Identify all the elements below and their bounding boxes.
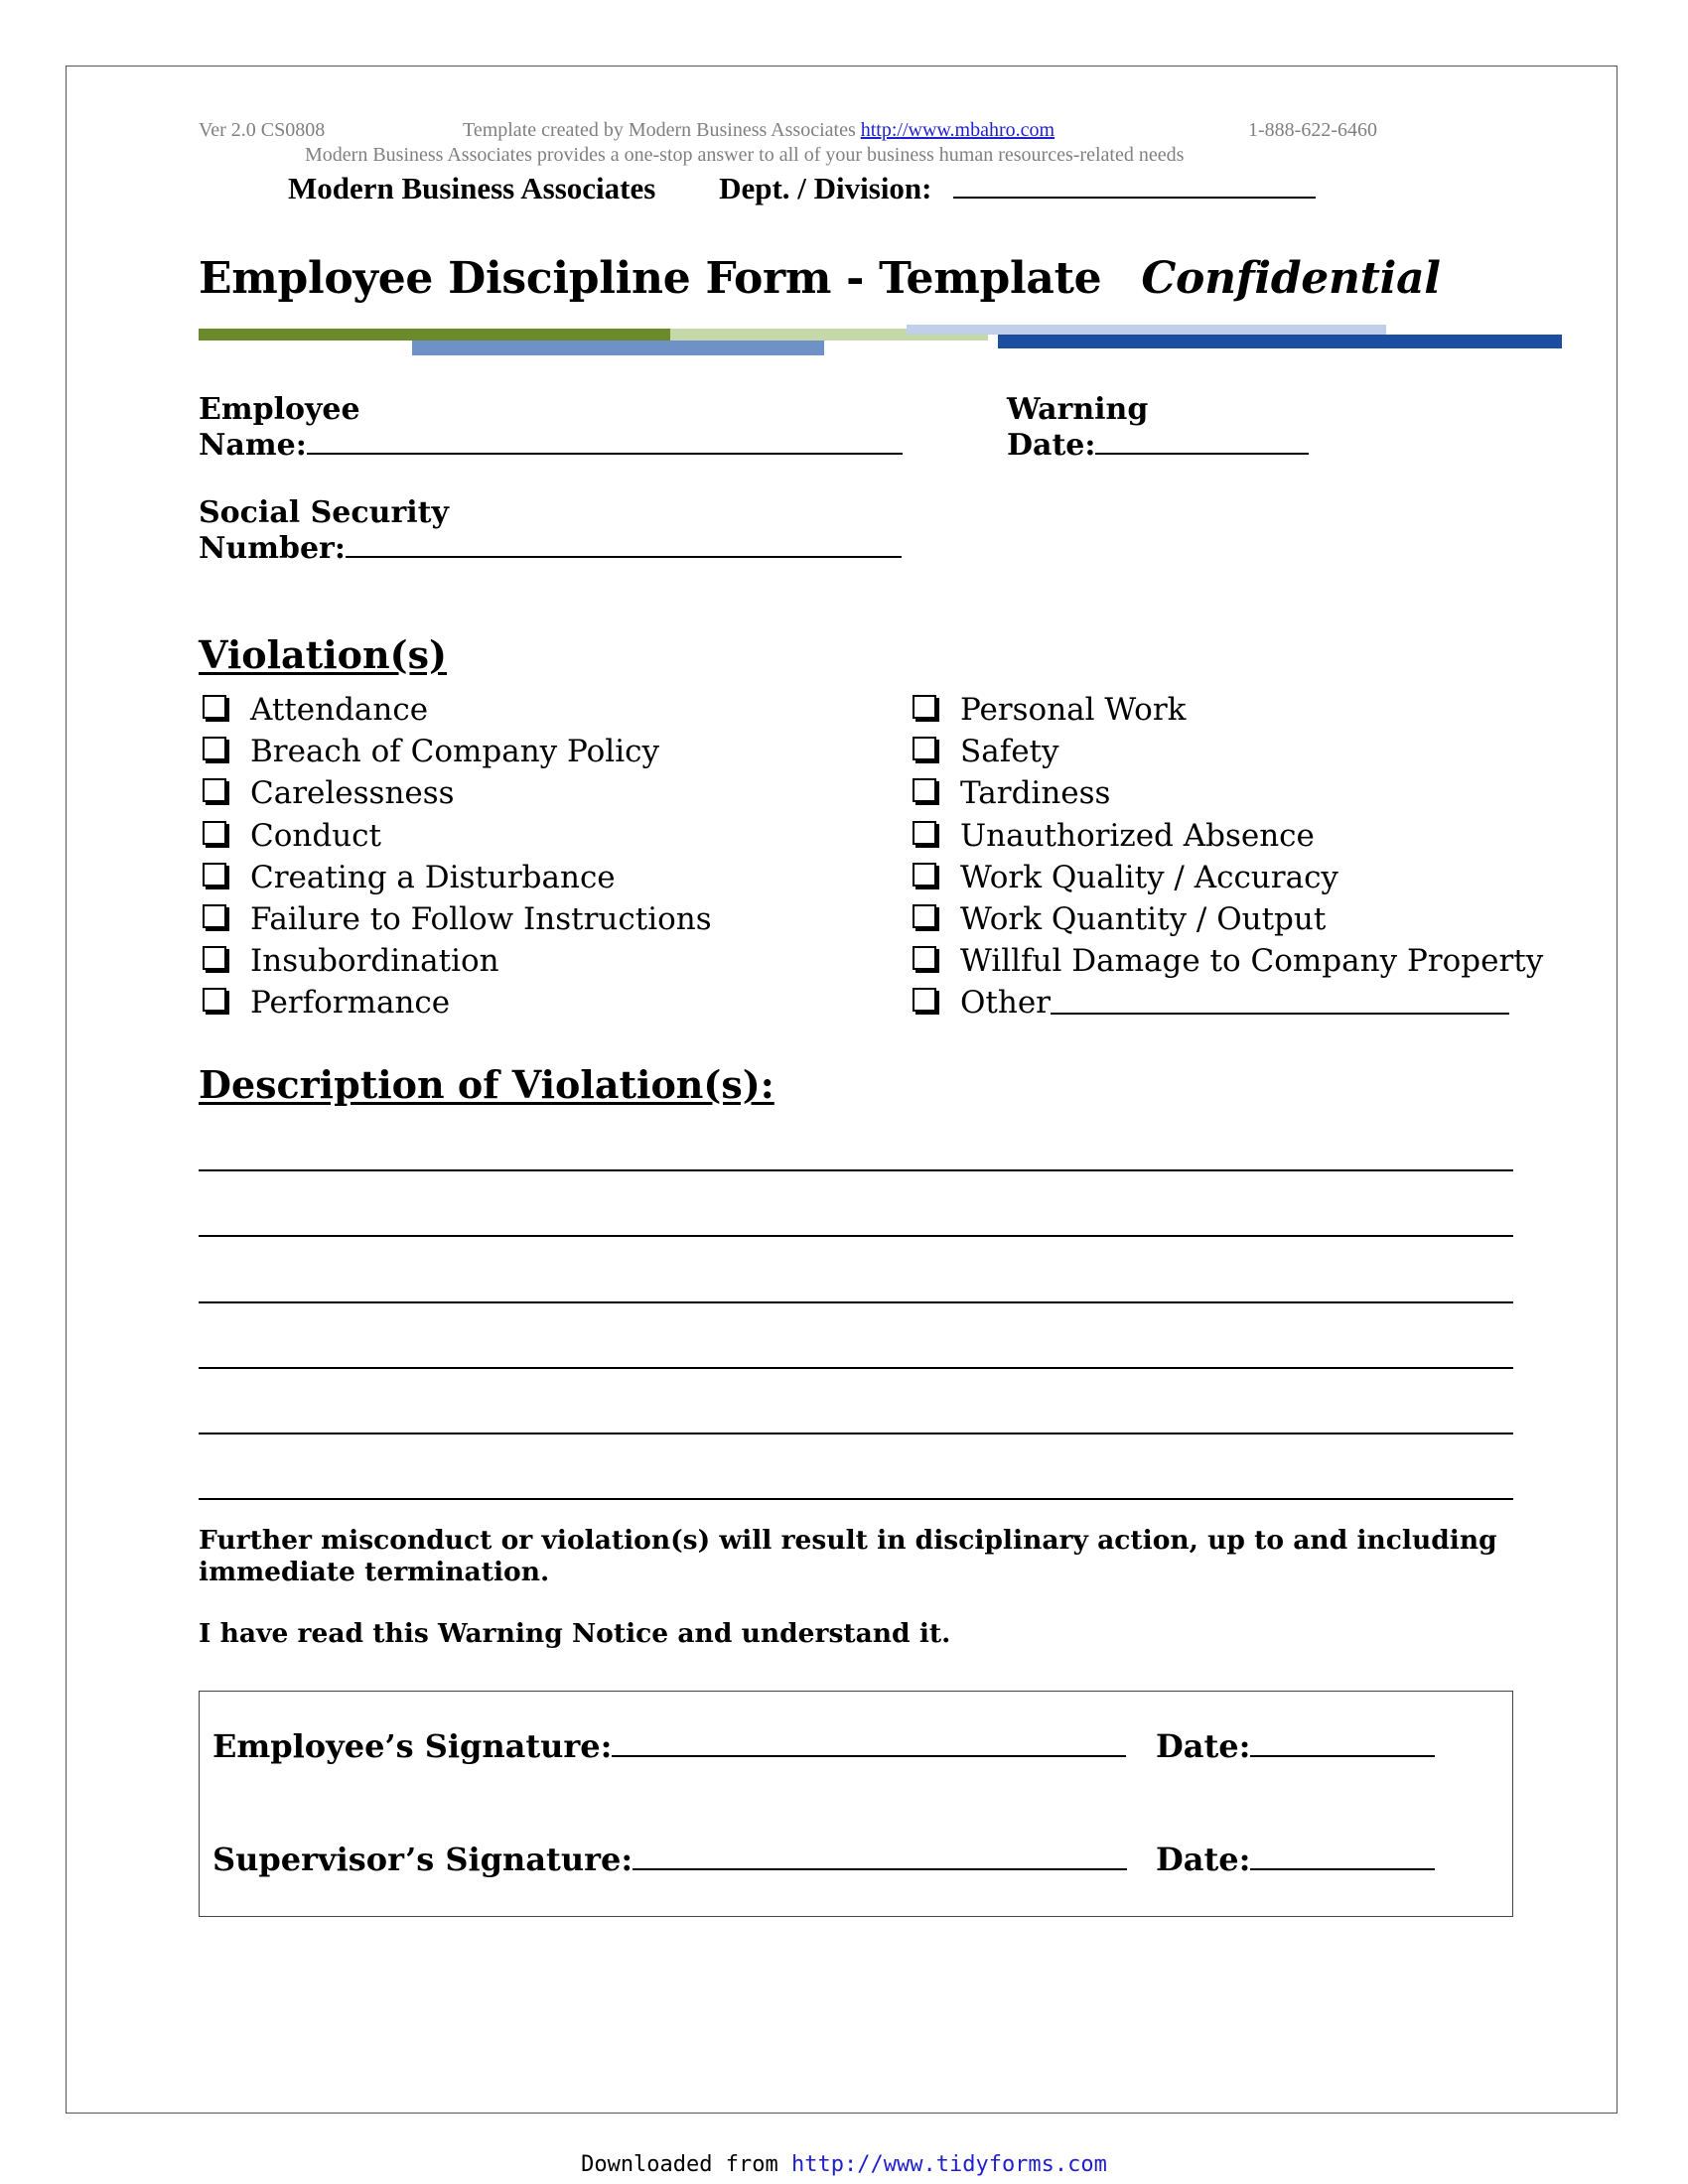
supervisor-signature-input[interactable]	[633, 1843, 1127, 1870]
description-line[interactable]	[199, 1301, 1513, 1303]
company-name: Modern Business Associates	[288, 171, 656, 205]
checkbox-icon[interactable]	[913, 778, 936, 802]
description-line[interactable]	[199, 1433, 1513, 1434]
page-title	[199, 253, 1441, 304]
tagline: Modern Business Associates provides a one-stop answer to all of your business human resources-related needs	[305, 144, 1185, 166]
description-line[interactable]	[199, 1367, 1513, 1369]
decor-bar-dark-blue	[998, 335, 1562, 348]
checkbox-icon[interactable]	[203, 778, 226, 802]
checkbox-icon[interactable]	[203, 821, 226, 845]
violation-option[interactable]: Work Quantity / Output	[913, 898, 1543, 940]
ssn-field	[199, 495, 902, 566]
description-heading: Description of Violation(s):	[199, 1062, 774, 1107]
violation-option-other[interactable]: Other	[913, 982, 1543, 1024]
violation-option[interactable]: Personal Work	[913, 689, 1543, 731]
violation-option[interactable]: Tardiness	[913, 772, 1543, 814]
ssn-label-line2: Number:	[199, 531, 346, 566]
checkbox-icon[interactable]	[203, 904, 226, 928]
description-line[interactable]	[199, 1235, 1513, 1237]
employee-signature-row	[212, 1727, 1126, 1765]
violation-option[interactable]: Attendance	[203, 689, 712, 731]
employee-date-row	[1156, 1727, 1435, 1765]
description-line[interactable]	[199, 1169, 1513, 1171]
employee-label-line2: Name:	[199, 428, 307, 463]
dept-label: Dept. / Division:	[719, 171, 932, 205]
employee-label-line1: Employee	[199, 392, 360, 427]
warning-date-input[interactable]	[1095, 427, 1309, 455]
tidyforms-link[interactable]: http://www.tidyforms.com	[791, 2152, 1107, 2177]
checkbox-icon[interactable]	[203, 695, 226, 719]
title-confidential: Confidential	[1141, 253, 1441, 304]
violations-right-list	[913, 689, 1543, 1024]
description-line[interactable]	[199, 1498, 1513, 1500]
footer	[0, 2152, 1688, 2177]
checkbox-icon[interactable]	[913, 695, 936, 719]
violation-option[interactable]: Failure to Follow Instructions	[203, 898, 712, 940]
other-violation-input[interactable]	[1051, 991, 1509, 1015]
template-credit	[463, 119, 1055, 142]
warning-label-line2: Date:	[1007, 428, 1096, 463]
warning-date-field	[1007, 392, 1309, 463]
violation-option[interactable]: Safety	[913, 731, 1543, 772]
supervisor-signature-label: Supervisor’s Signature:	[212, 1841, 633, 1878]
supervisor-date-row	[1156, 1841, 1435, 1878]
violations-heading: Violation(s)	[199, 632, 447, 677]
company-line	[288, 171, 1316, 206]
violation-option[interactable]: Work Quality / Accuracy	[913, 857, 1543, 898]
checkbox-icon[interactable]	[203, 737, 226, 760]
version-text: Ver 2.0 CS0808	[199, 119, 326, 141]
violations-left-list	[203, 689, 712, 1024]
checkbox-icon[interactable]	[913, 821, 936, 845]
violation-option[interactable]: Breach of Company Policy	[203, 731, 712, 772]
checkbox-icon[interactable]	[913, 988, 936, 1012]
violation-option[interactable]: Unauthorized Absence	[913, 815, 1543, 857]
supervisor-date-input[interactable]	[1250, 1843, 1435, 1870]
employee-date-input[interactable]	[1250, 1729, 1435, 1757]
ssn-input[interactable]	[346, 530, 902, 558]
checkbox-icon[interactable]	[203, 988, 226, 1012]
dept-field[interactable]	[953, 171, 1316, 199]
violation-option[interactable]: Performance	[203, 982, 712, 1024]
decor-bar-light-blue	[907, 325, 1386, 335]
employee-signature-input[interactable]	[612, 1729, 1126, 1757]
checkbox-icon[interactable]	[203, 946, 226, 970]
employee-date-label: Date:	[1156, 1727, 1251, 1765]
supervisor-date-label: Date:	[1156, 1841, 1251, 1878]
phone-number: 1-888-622-6460	[1248, 119, 1377, 141]
checkbox-icon[interactable]	[913, 946, 936, 970]
violation-option[interactable]: Willful Damage to Company Property	[913, 940, 1543, 982]
footer-prefix: Downloaded from	[581, 2152, 778, 2177]
violation-option[interactable]: Insubordination	[203, 940, 712, 982]
supervisor-signature-row	[212, 1841, 1127, 1878]
termination-warning: Further misconduct or violation(s) will result in disciplinary action, up to and including immediate termination.	[199, 1525, 1497, 1587]
checkbox-icon[interactable]	[913, 904, 936, 928]
employee-signature-label: Employee’s Signature:	[212, 1727, 613, 1765]
checkbox-icon[interactable]	[913, 863, 936, 887]
acknowledgement-text: I have read this Warning Notice and understand it.	[199, 1618, 951, 1649]
decor-bar-green	[199, 329, 750, 341]
ssn-label-line1: Social Security	[199, 495, 449, 530]
violation-option[interactable]: Carelessness	[203, 772, 712, 814]
violation-option[interactable]: Conduct	[203, 815, 712, 857]
title-main: Employee Discipline Form - Template	[199, 253, 1102, 304]
employee-name-field	[199, 392, 903, 463]
template-credit-text: Template created by Modern Business Associates	[463, 119, 856, 141]
checkbox-icon[interactable]	[203, 863, 226, 887]
checkbox-icon[interactable]	[913, 737, 936, 760]
mbahro-link[interactable]: http://www.mbahro.com	[860, 119, 1055, 141]
decor-bar-mid-blue	[412, 341, 824, 355]
violation-option[interactable]: Creating a Disturbance	[203, 857, 712, 898]
signature-box	[199, 1691, 1513, 1917]
warning-label-line1: Warning	[1007, 392, 1149, 427]
employee-name-input[interactable]	[307, 427, 903, 455]
